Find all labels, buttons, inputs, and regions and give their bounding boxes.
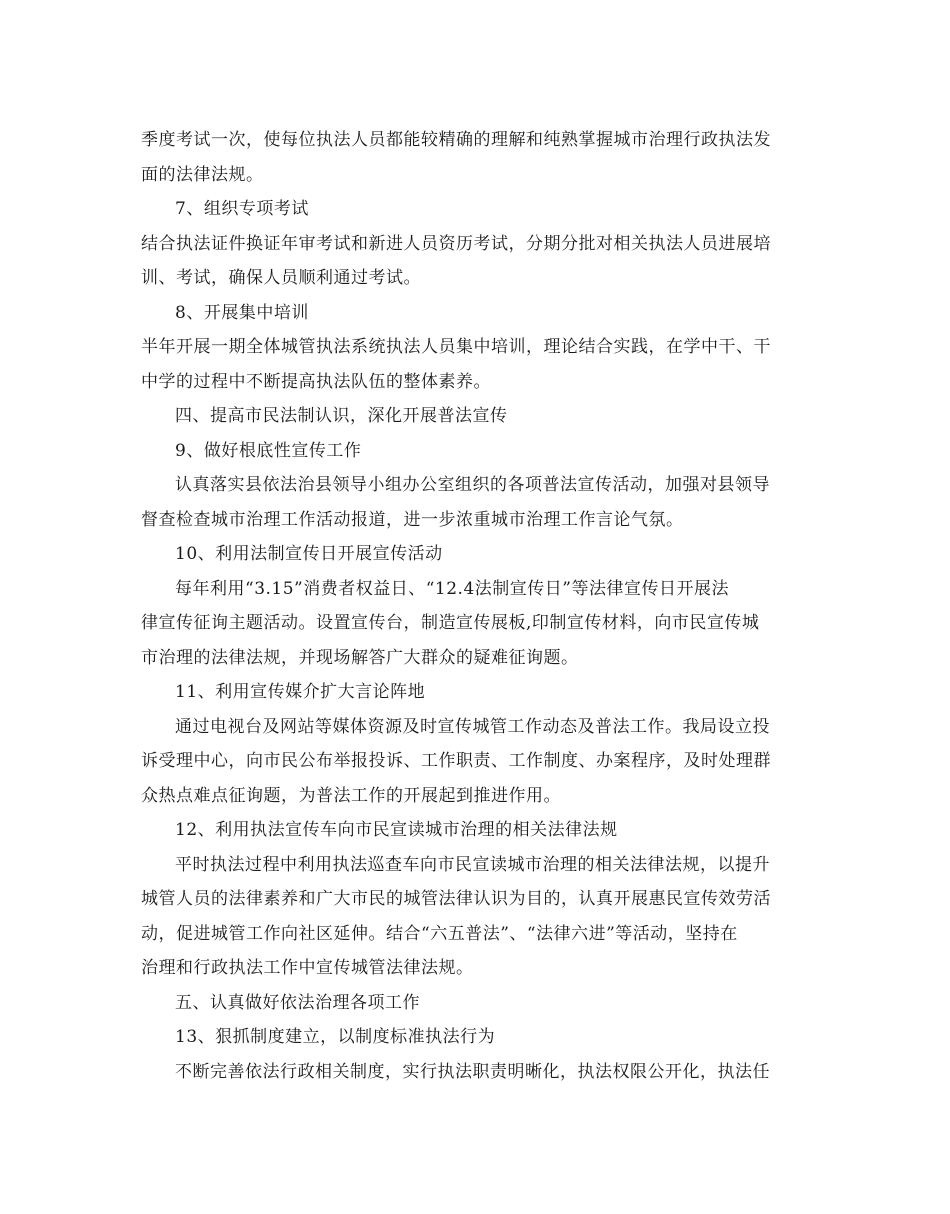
text-line: 训、考试，确保人员顺利通过考试。 <box>141 268 421 288</box>
text-line: 众热点难点征询题，为普法工作的开展起到推进作用。 <box>141 785 561 806</box>
text-line: 面的法律法规。 <box>141 164 264 185</box>
text-line: 半年开展一期全体城管执法系统执法人员集中培训，理论结合实践，在学中干、干 <box>141 337 771 357</box>
text-line: 每年利用“3.15”消费者权益日、“12.4法制宣传日”等法律宣传日开展法 <box>175 578 729 599</box>
text-line: 认真落实县依法治县领导小组办公室组织的各项普法宣传活动，加强对县领导 <box>175 475 770 495</box>
text-line: 督查检查城市治理工作活动报道，进一步浓重城市治理工作言论气氛。 <box>141 509 684 530</box>
chapter-heading: 五、认真做好依法治理各项工作 <box>175 992 420 1013</box>
text-line: 动，促进城管工作向社区延伸。结合“六五普法”、“法律六进”等活动，坚持在 <box>141 923 738 944</box>
document-body <box>141 123 813 1089</box>
text-line: 结合执法证件换证年审考试和新进人员资历考试，分期分批对相关执法人员进展培 <box>141 233 771 254</box>
text-line: 城管人员的法律素养和广大市民的城管法律认识为目的，认真开展惠民宣传效劳活 <box>141 889 771 909</box>
text-line: 中学的过程中不断提高执法队伍的整体素养。 <box>141 371 491 392</box>
text-line: 市治理的法律法规，并现场解答广大群众的疑难征询题。 <box>141 647 579 668</box>
section-heading: 10、利用法制宣传日开展宣传活动 <box>175 544 443 564</box>
section-heading: 7、组织专项考试 <box>175 199 309 219</box>
chapter-heading: 四、提高市民法制认识，深化开展普法宣传 <box>175 406 508 426</box>
section-heading: 9、做好根底性宣传工作 <box>175 440 362 461</box>
text-line: 不断完善依法行政相关制度，实行执法职责明晰化，执法权限公开化，执法任 <box>175 1061 770 1082</box>
section-heading: 12、利用执法宣传车向市民宣读城市治理的相关法律法规 <box>175 820 618 840</box>
text-line: 平时执法过程中利用执法巡查车向市民宣读城市治理的相关法律法规，以提升 <box>175 854 770 875</box>
section-heading: 13、狠抓制度建立，以制度标准执法行为 <box>175 1027 496 1047</box>
text-line: 通过电视台及网站等媒体资源及时宣传城管工作动态及普法工作。我局设立投 <box>175 716 770 737</box>
text-line: 季度考试一次，使每位执法人员都能较精确的理解和纯熟掌握城市治理行政执法发 <box>141 130 771 150</box>
text-line: 治理和行政执法工作中宣传城管法律法规。 <box>141 958 474 978</box>
section-heading: 8、开展集中培训 <box>175 302 309 323</box>
text-line: 诉受理中心，向市民公布举报投诉、工作职责、工作制度、办案程序，及时处理群 <box>141 751 771 771</box>
section-heading: 11、利用宣传媒介扩大言论阵地 <box>175 682 426 702</box>
text-line: 律宣传征询主题活动。设置宣传台，制造宣传展板,印制宣传材料，向市民宣传城 <box>141 613 760 633</box>
